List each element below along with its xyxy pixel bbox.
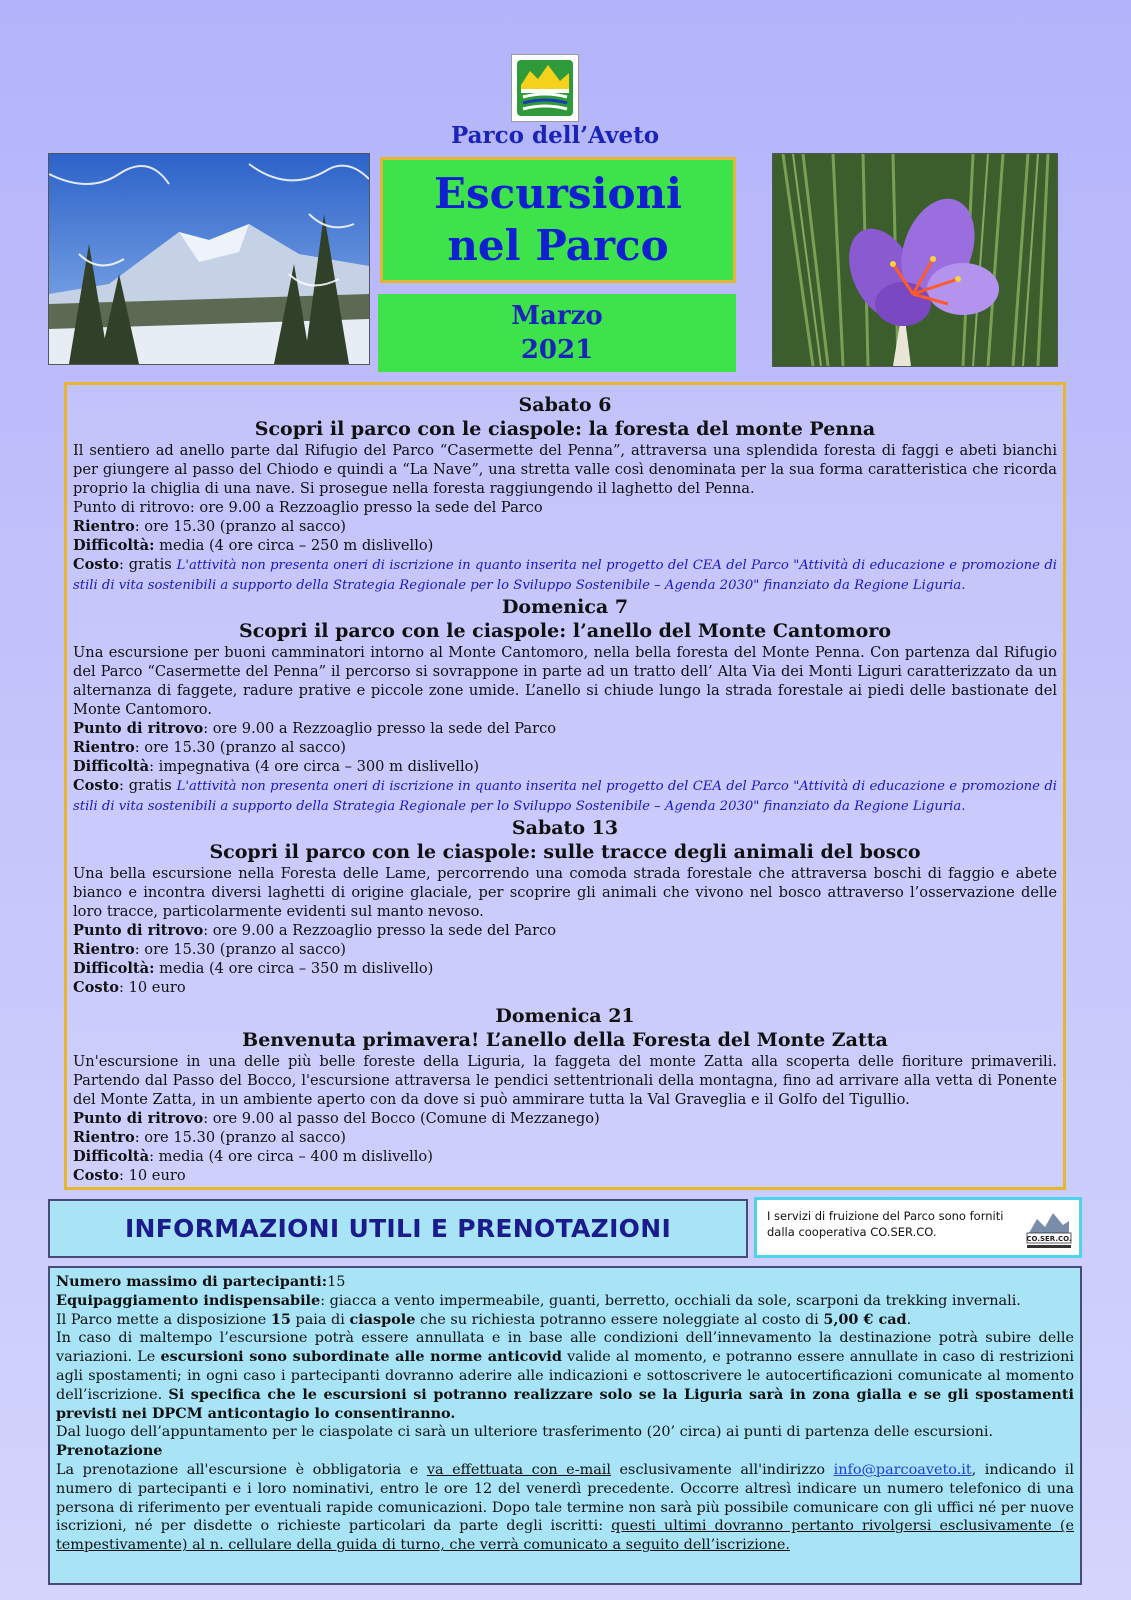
event-day: Domenica 7 xyxy=(501,596,629,618)
cost-value: : 10 euro xyxy=(119,1167,186,1184)
meeting-value: : ore 9.00 a Rezzoaglio presso la sede del Parco xyxy=(189,499,543,516)
event-difficulty xyxy=(73,959,1057,978)
event-meeting xyxy=(73,719,1057,738)
event-title: Benvenuta primavera! L’anello della Foresta del Monte Zatta xyxy=(242,1029,888,1051)
event-1 xyxy=(73,393,1057,595)
rental-text: che su richiesta potranno essere noleggiate al costo di xyxy=(415,1311,824,1328)
cost-note: L'attività non presenta oneri di iscrizione in quanto inserita nel progetto del CEA del Parco "Attività di educazione e promozione di stili di vita sostenibili a supporto della Strategia Regionale per lo Sviluppo Sostenibile – Agenda 2030" finanziato da Regione Liguria. xyxy=(73,558,1057,593)
meeting-value: : ore 9.00 a Rezzoaglio presso la sede del Parco xyxy=(203,720,557,737)
event-cost xyxy=(73,776,1057,816)
weather-emphasis: Si specifica che le escursioni si potranno realizzare solo se la Liguria sarà in zona gialla e se gli spostamenti previsti nei DPCM anticontagio lo consentiranno. xyxy=(56,1385,1074,1422)
crocus-flower-photo xyxy=(772,153,1058,367)
email-link[interactable]: info@parcoaveto.it xyxy=(833,1461,972,1478)
return-value: : ore 15.30 (pranzo al sacco) xyxy=(134,518,346,535)
cost-label: Costo xyxy=(73,777,120,794)
park-name: Parco dell’Aveto xyxy=(450,122,660,149)
cooperative-box xyxy=(754,1197,1082,1258)
meeting-value: : ore 9.00 a Rezzoaglio presso la sede del Parco xyxy=(203,922,557,939)
cost-value: : gratis xyxy=(119,556,177,573)
event-meeting xyxy=(73,1109,1057,1128)
rental-text: . xyxy=(906,1311,912,1328)
difficulty-label: Difficoltà xyxy=(73,1148,150,1165)
snowshoe-rental xyxy=(56,1311,1074,1330)
year: 2021 xyxy=(520,335,594,365)
cost-label: Costo xyxy=(73,1167,120,1184)
cooperative-text: I servizi di fruizione del Parco sono forniti dalla cooperativa CO.SER.CO. xyxy=(767,1209,1004,1239)
event-cost xyxy=(73,978,1057,997)
snowy-forest-photo xyxy=(48,153,370,365)
event-title: Scopri il parco con le ciaspole: sulle tracce degli animali del bosco xyxy=(209,841,921,863)
max-label: Numero massimo di partecipanti: xyxy=(56,1273,328,1290)
rental-text: paia di xyxy=(290,1311,350,1328)
meeting-label: Punto di ritrovo xyxy=(73,720,204,737)
coserco-logo xyxy=(1023,1205,1075,1253)
rental-text: Il Parco mette a disposizione xyxy=(56,1311,271,1328)
info-body xyxy=(48,1266,1082,1585)
event-cost xyxy=(73,1166,1057,1185)
event-cost xyxy=(73,555,1057,595)
event-description: Una bella escursione nella Foresta delle Lame, percorrendo una comoda strada forestale che attraversa boschi di faggio e abete bianco e incontra diversi laghetti di origine glaciale, per scoprire gli animali che vivono nel bosco attraverso l’osservazione delle loro tracce, particolarmente evidenti sul manto nevoso. xyxy=(73,865,1057,920)
return-value: : ore 15.30 (pranzo al sacco) xyxy=(134,739,346,756)
transfer-note: Dal luogo dell’appuntamento per le ciaspolate ci sarà un ulteriore trasferimento (20’ circa) ai punti di partenza delle escursioni. xyxy=(56,1424,994,1441)
month-box xyxy=(378,294,736,372)
event-return xyxy=(73,517,1057,536)
rental-count: 15 xyxy=(270,1310,291,1328)
weather-policy xyxy=(56,1329,1074,1423)
events-panel xyxy=(64,382,1066,1190)
event-day: Sabato 13 xyxy=(511,817,619,839)
event-meeting xyxy=(73,921,1057,940)
cost-value: : 10 euro xyxy=(119,979,186,996)
event-title: Scopri il parco con le ciaspole: la foresta del monte Penna xyxy=(254,418,876,440)
difficulty-label: Difficoltà: xyxy=(73,960,155,977)
rental-price: 5,00 € cad xyxy=(823,1310,907,1328)
cost-note: L'attività non presenta oneri di iscrizione in quanto inserita nel progetto del CEA del Parco "Attività di educazione e promozione di stili di vita sostenibili a supporto della Strategia Regionale per lo Sviluppo Sostenibile – Agenda 2030" finanziato da Regione Liguria. xyxy=(73,779,1057,814)
weather-text: valide al momento, e potranno essere annullate in caso di restrizioni agli spostamenti; in ogni caso i partecipanti dovranno aderire alle indicazioni e sottoscrivere le autocertificazioni comunicate al momento dell’iscrizione. xyxy=(56,1349,1074,1403)
title-line1: Escursioni xyxy=(433,169,682,218)
weather-emphasis: escursioni sono subordinate alle norme anticovid xyxy=(160,1348,562,1366)
booking-text-part: , indicando il numero di partecipanti e i loro nominativi, entro le ore 12 del venerdì precedente. Occorre altresì indicare un numero telefonico di una persona di riferimento per eventuali rapide comunicazioni. Dopo tale termine non sarà più possibile comunicare con gli uffici né per nuove iscrizioni, né per disdette o richieste particolari da parte degli iscritti: xyxy=(56,1461,1074,1535)
max-value: 15 xyxy=(327,1274,346,1290)
info-header xyxy=(48,1199,748,1258)
cost-label: Costo xyxy=(73,556,120,573)
event-return xyxy=(73,940,1057,959)
difficulty-value: : media (4 ore circa – 400 m dislivello) xyxy=(149,1148,433,1165)
meeting-value: : ore 9.00 al passo del Bocco (Comune di Mezzanego) xyxy=(203,1110,600,1127)
event-difficulty xyxy=(73,1147,1057,1166)
month: Marzo xyxy=(511,301,603,331)
event-day: Sabato 6 xyxy=(518,394,612,416)
return-label: Rientro xyxy=(73,518,135,535)
return-label: Rientro xyxy=(73,739,135,756)
event-meeting xyxy=(73,498,1057,517)
title-box xyxy=(380,157,736,283)
event-2 xyxy=(73,595,1057,816)
equipment xyxy=(56,1292,1074,1311)
booking-emphasis: questi ultimi dovranno pertanto rivolgersi esclusivamente (e tempestivamente) al n. cellulare della guida di turno, che verrà comunicato a seguito dell’iscrizione. xyxy=(56,1518,1074,1554)
event-4 xyxy=(73,1004,1057,1185)
event-3 xyxy=(73,816,1057,997)
event-return xyxy=(73,738,1057,757)
meeting-label: Punto di ritrovo xyxy=(73,922,204,939)
booking-heading xyxy=(56,1442,1074,1461)
booking-text-part: esclusivamente all'indirizzo xyxy=(611,1461,834,1478)
difficulty-label: Difficoltà: xyxy=(73,537,155,554)
booking-label: Prenotazione xyxy=(56,1442,163,1460)
difficulty-label: Difficoltà xyxy=(73,758,150,775)
event-day: Domenica 21 xyxy=(495,1005,635,1027)
return-label: Rientro xyxy=(73,941,135,958)
coserco-logo-text: CO.SER.CO. xyxy=(1026,1235,1072,1243)
equip-value: : giacca a vento impermeabile, guanti, berretto, occhiali da sole, scarponi da trekking invernali. xyxy=(320,1292,1021,1309)
event-description: Un'escursione in una delle più belle foreste della Liguria, la faggeta del monte Zatta alla scoperta delle fioriture primaverili. Partendo dal Passo del Bocco, l'escursione attraversa le pendici settentrionali della montagna, fino ad arrivare alla vetta di Ponente del Monte Zatta, in un ambiente aperto con da dove si può ammirare tutta la Val Graveglia e il Golfo del Tigullio. xyxy=(73,1053,1057,1108)
return-label: Rientro xyxy=(73,1129,135,1146)
weather-text: In caso di maltempo l’escursione potrà essere annullata e in base alle condizioni dell’innevamento la destinazione potrà subire delle variazioni. Le xyxy=(56,1330,1074,1366)
event-difficulty xyxy=(73,757,1057,776)
event-description: Una escursione per buoni camminatori intorno al Monte Cantomoro, nella bella foresta del Monte Penna. Con partenza dal Rifugio del Parco “Casermette del Penna” il percorso si sovrappone in parte ad un tratto dell’ Alta Via dei Monti Liguri caratterizzato da un alternanza di faggete, radure prative e piccole zone umide. L’anello si chiude lungo la strada forestale ai piedi delle bastionate del Monte Cantomoro. xyxy=(73,644,1057,718)
park-logo xyxy=(511,54,579,122)
return-value: : ore 15.30 (pranzo al sacco) xyxy=(134,941,346,958)
info-header-text: INFORMAZIONI UTILI E PRENOTAZIONI xyxy=(124,1214,672,1243)
booking-emphasis: va effettuata con e-mail xyxy=(426,1461,611,1478)
difficulty-value: media (4 ore circa – 350 m dislivello) xyxy=(154,960,434,977)
meeting-label: Punto di ritrovo xyxy=(73,1110,204,1127)
event-difficulty xyxy=(73,536,1057,555)
booking-text xyxy=(56,1461,1074,1555)
difficulty-value: : impegnativa (4 ore circa – 300 m dislivello) xyxy=(149,758,480,775)
equip-label: Equipaggiamento indispensabile xyxy=(56,1291,321,1309)
cost-label: Costo xyxy=(73,979,120,996)
cost-value: : gratis xyxy=(119,777,177,794)
return-value: : ore 15.30 (pranzo al sacco) xyxy=(134,1129,346,1146)
max-participants xyxy=(56,1273,1074,1292)
meeting-label: Punto di ritrovo xyxy=(73,499,190,516)
title-line2: nel Parco xyxy=(447,221,669,270)
rental-item: ciaspole xyxy=(349,1310,416,1328)
booking-text-part: La prenotazione all'escursione è obbligatoria e xyxy=(56,1461,427,1478)
difficulty-value: media (4 ore circa – 250 m dislivello) xyxy=(154,537,434,554)
event-description: Il sentiero ad anello parte dal Rifugio del Parco “Casermette del Penna”, attraversa una splendida foresta di faggi e abeti bianchi per giungere al passo del Chiodo e quindi a “La Nave”, una stretta valle così denominata per la sua forma caratteristica che ricorda proprio la chiglia di una nave. Si prosegue nella foresta raggiungendo il laghetto del Penna. xyxy=(73,442,1057,497)
event-return xyxy=(73,1128,1057,1147)
event-title: Scopri il parco con le ciaspole: l’anello del Monte Cantomoro xyxy=(238,620,891,642)
